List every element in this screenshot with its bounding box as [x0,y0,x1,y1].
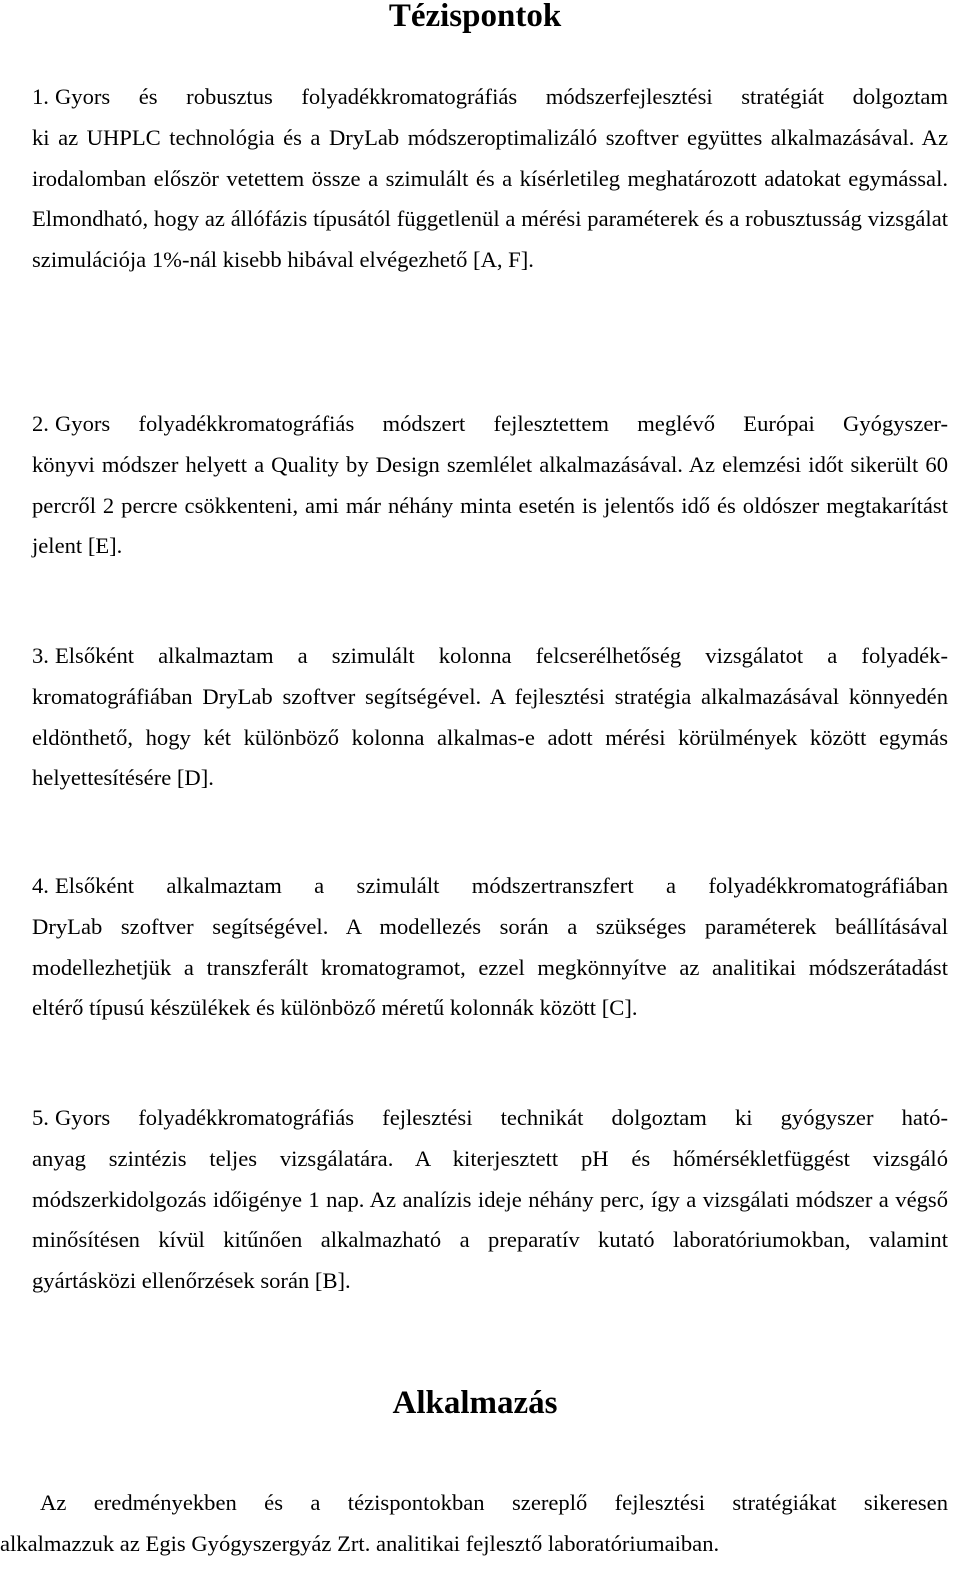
page-title: Tézispontok [388,0,562,34]
thesis-4-number: 4. [32,873,49,898]
applications-title: Alkalmazás [392,1385,558,1421]
thesis-5-first-text: Gyors folyadékkromatográfiás fejlesztési technikát dolgoztam ki gyógyszer ható- [54,1105,948,1130]
applications-text: alkalmazzuk az Egis Gyógyszergyáz Zrt. analitikai fejlesztő laboratóriumaiban. [0,1530,720,1556]
thesis-1-first-text: Gyors és robusztus folyadékkromatográfiás módszerfejlesztési stratégiát dolgoztam [54,84,948,109]
thesis-3 [32,636,948,799]
thesis-1-text: ki az UHPLC technológia és a DryLab módszeroptimalizáló szoftver együttes alkalmazásával. Az irodalomban először vetettem össze a szimulált és a kísérletileg meghatározott adatokat egymással. Elmondható, hogy az állófázis típusától függetlenül a mérési paraméterek és a robusztusság vizsgálat szimulációja 1%-nál kisebb hibával elvégezhető [A, F]. [32,124,948,273]
thesis-5-text: anyag szintézis teljes vizsgálatára. A kiterjesztett pH és hőmérsékletfüggést vizsgáló módszerkidolgozás időigénye 1 nap. Az analízis ideje néhány perc, így a vizsgálati módszer a végső minősítésen kívül kitűnően alkalmazható a preparatív kutató laboratóriumokban, valamint gyártásközi ellenőrzések során [B]. [32,1145,948,1294]
thesis-2 [32,404,948,567]
applications-first-line: Az eredményekben és a tézispontokban szereplő fejlesztési stratégiákat sikeresen [40,1490,948,1515]
thesis-2-first-line [32,404,948,445]
applications-paragraph [0,1483,948,1565]
thesis-5 [32,1098,948,1302]
thesis-4-first-text: Elsőként alkalmaztam a szimulált módszertranszfert a folyadékkromatográfiában [54,873,948,898]
thesis-4-text: DryLab szoftver segítségével. A modellezés során a szükséges paraméterek beállításával modellezhetjük a transzferált kromatogramot, ezzel megkönnyítve az analitikai módszerátadást eltérő típusú készülékek és különböző méretű kolonnák között [C]. [32,913,948,1021]
thesis-1 [32,77,948,281]
thesis-3-number: 3. [32,643,49,668]
thesis-3-first-text: Elsőként alkalmaztam a szimulált kolonna felcserélhetőség vizsgálatot a folyadék- [54,643,948,668]
thesis-2-text: könyvi módszer helyett a Quality by Design szemlélet alkalmazásával. Az elemzési időt sikerült 60 percről 2 percre csökkenteni, ami már néhány minta esetén is jelentős idő és oldószer megtakarítást jelent [E]. [32,451,948,559]
thesis-3-text: kromatográfiában DryLab szoftver segítségével. A fejlesztési stratégia alkalmazásával könnyedén eldönthető, hogy két különböző kolonna alkalmas-e adott mérési körülmények között egymás helyettesítésére [D]. [32,683,948,791]
thesis-1-number: 1. [32,84,49,109]
thesis-5-first-line [32,1098,948,1139]
thesis-4 [32,866,948,1029]
thesis-4-first-line [32,866,948,907]
thesis-2-number: 2. [32,411,49,436]
thesis-3-first-line [32,636,948,677]
thesis-1-first-line [32,77,948,118]
thesis-5-number: 5. [32,1105,49,1130]
thesis-2-first-text: Gyors folyadékkromatográfiás módszert fejlesztettem meglévő Európai Gyógyszer- [54,411,948,436]
